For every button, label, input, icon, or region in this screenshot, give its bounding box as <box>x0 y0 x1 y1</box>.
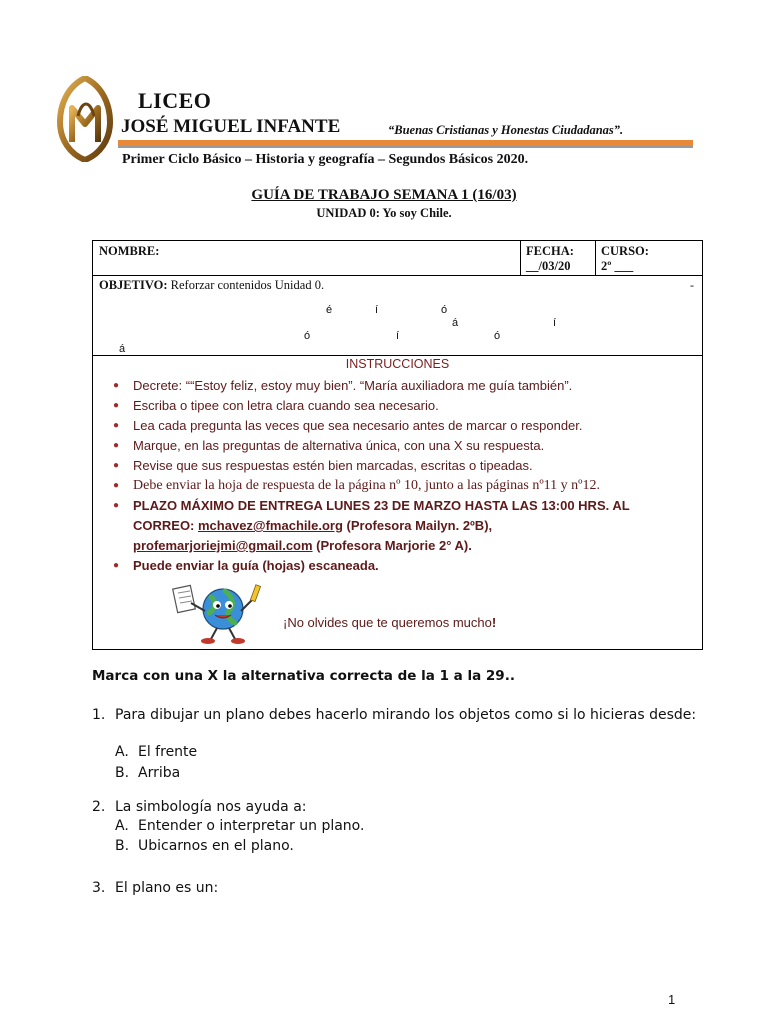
name-field-label: NOMBRE: <box>99 244 160 258</box>
list-item: ● Debe enviar la hoja de respuesta de la página nº 10, junto a las páginas nº11 y nº12. <box>113 476 693 496</box>
option-text[interactable]: Ubicarnos en el plano. <box>138 838 294 854</box>
stray-accent: ó <box>304 330 311 342</box>
school-name: JOSÉ MIGUEL INFANTE <box>121 116 341 137</box>
cell-divider <box>595 241 596 276</box>
school-motto: “Buenas Cristianas y Honestas Ciudadanas”. <box>388 123 624 137</box>
option-letter: A. <box>115 818 129 834</box>
header-divider-grey <box>118 146 693 148</box>
option-letter: B. <box>115 765 130 781</box>
question-number: 3. <box>92 880 106 896</box>
school-logo-icon <box>56 76 114 162</box>
question-number: 2. <box>92 799 106 815</box>
stray-accent: ó <box>494 330 501 342</box>
list-item: ● Marque, en las preguntas de alternativa única, con una X su respuesta. <box>113 436 693 456</box>
questions-instruction: Marca con una X la alternativa correcta de la 1 a la 29.. <box>92 668 515 684</box>
list-item: ● Revise que sus respuestas estén bien marcadas, escritas o tipeadas. <box>113 456 693 476</box>
question-number: 1. <box>92 707 106 723</box>
option-letter: B. <box>115 838 130 854</box>
row-divider <box>93 275 702 276</box>
list-item: ● Decrete: ““Estoy feliz, estoy muy bien”. “María auxiliadora me guía también”. <box>113 376 693 396</box>
question-text: La simbología nos ayuda a: <box>115 799 307 815</box>
page-number: 1 <box>668 992 676 1007</box>
unit-title: UNIDAD 0: Yo soy Chile. <box>316 206 452 220</box>
date-field-label: FECHA: <box>526 244 574 258</box>
instructions-list <box>113 376 693 576</box>
course-field-label: CURSO: <box>601 244 649 258</box>
stray-accent: í <box>396 330 400 342</box>
slogan: ¡No olvides que te queremos mucho! <box>283 615 497 630</box>
option-text[interactable]: El frente <box>138 744 198 760</box>
guide-title: GUÍA DE TRABAJO SEMANA 1 (16/03) <box>251 187 517 203</box>
stray-accent: í <box>375 304 379 316</box>
deadline-item: ● PLAZO MÁXIMO DE ENTREGA LUNES 23 DE MARZO HASTA LAS 13:00 HRS. AL CORREO: mchavez@fmachile.org (Profesora Mailyn. 2ºB), profemarjoriejmi@gmail.com (Profesora Marjorie 2° A). <box>113 496 693 556</box>
cell-divider <box>520 241 521 276</box>
stray-accent: á <box>119 343 126 355</box>
objective: OBJETIVO: Reforzar contenidos Unidad 0. <box>99 278 325 292</box>
course-subtitle: Primer Ciclo Básico – Historia y geografía – Segundos Básicos 2020. <box>122 152 529 167</box>
globe-mascot-icon <box>163 581 283 645</box>
list-item: ● Escriba o tipee con letra clara cuando sea necesario. <box>113 396 693 416</box>
worksheet-header-box <box>92 240 703 650</box>
stray-accent: á <box>452 317 459 329</box>
email-link-mchavez[interactable]: mchavez@fmachile.org <box>198 518 343 533</box>
course-field-value: 2º ___ <box>601 259 634 273</box>
stray-accent: í <box>553 317 557 329</box>
stray-accent: é <box>326 304 333 316</box>
list-item: ● Puede enviar la guía (hojas) escaneada. <box>113 556 693 576</box>
row-divider <box>93 355 702 356</box>
question-text: Para dibujar un plano debes hacerlo mirando los objetos como si lo hicieras desde: <box>115 707 697 723</box>
date-field-value: __/03/20 <box>526 259 571 273</box>
option-text[interactable]: Entender o interpretar un plano. <box>138 818 365 834</box>
question-text: El plano es un: <box>115 880 219 896</box>
instructions-heading: INSTRUCCIONES <box>345 357 450 371</box>
email-link-marjorie[interactable]: profemarjoriejmi@gmail.com <box>133 538 313 553</box>
list-item: ● Lea cada pregunta las veces que sea necesario antes de marcar o responder. <box>113 416 693 436</box>
objective-dash: - <box>690 278 694 292</box>
option-letter: A. <box>115 744 129 760</box>
school-liceo-label: LICEO <box>138 88 212 113</box>
option-text[interactable]: Arriba <box>138 765 181 781</box>
stray-accent: ó <box>441 304 448 316</box>
